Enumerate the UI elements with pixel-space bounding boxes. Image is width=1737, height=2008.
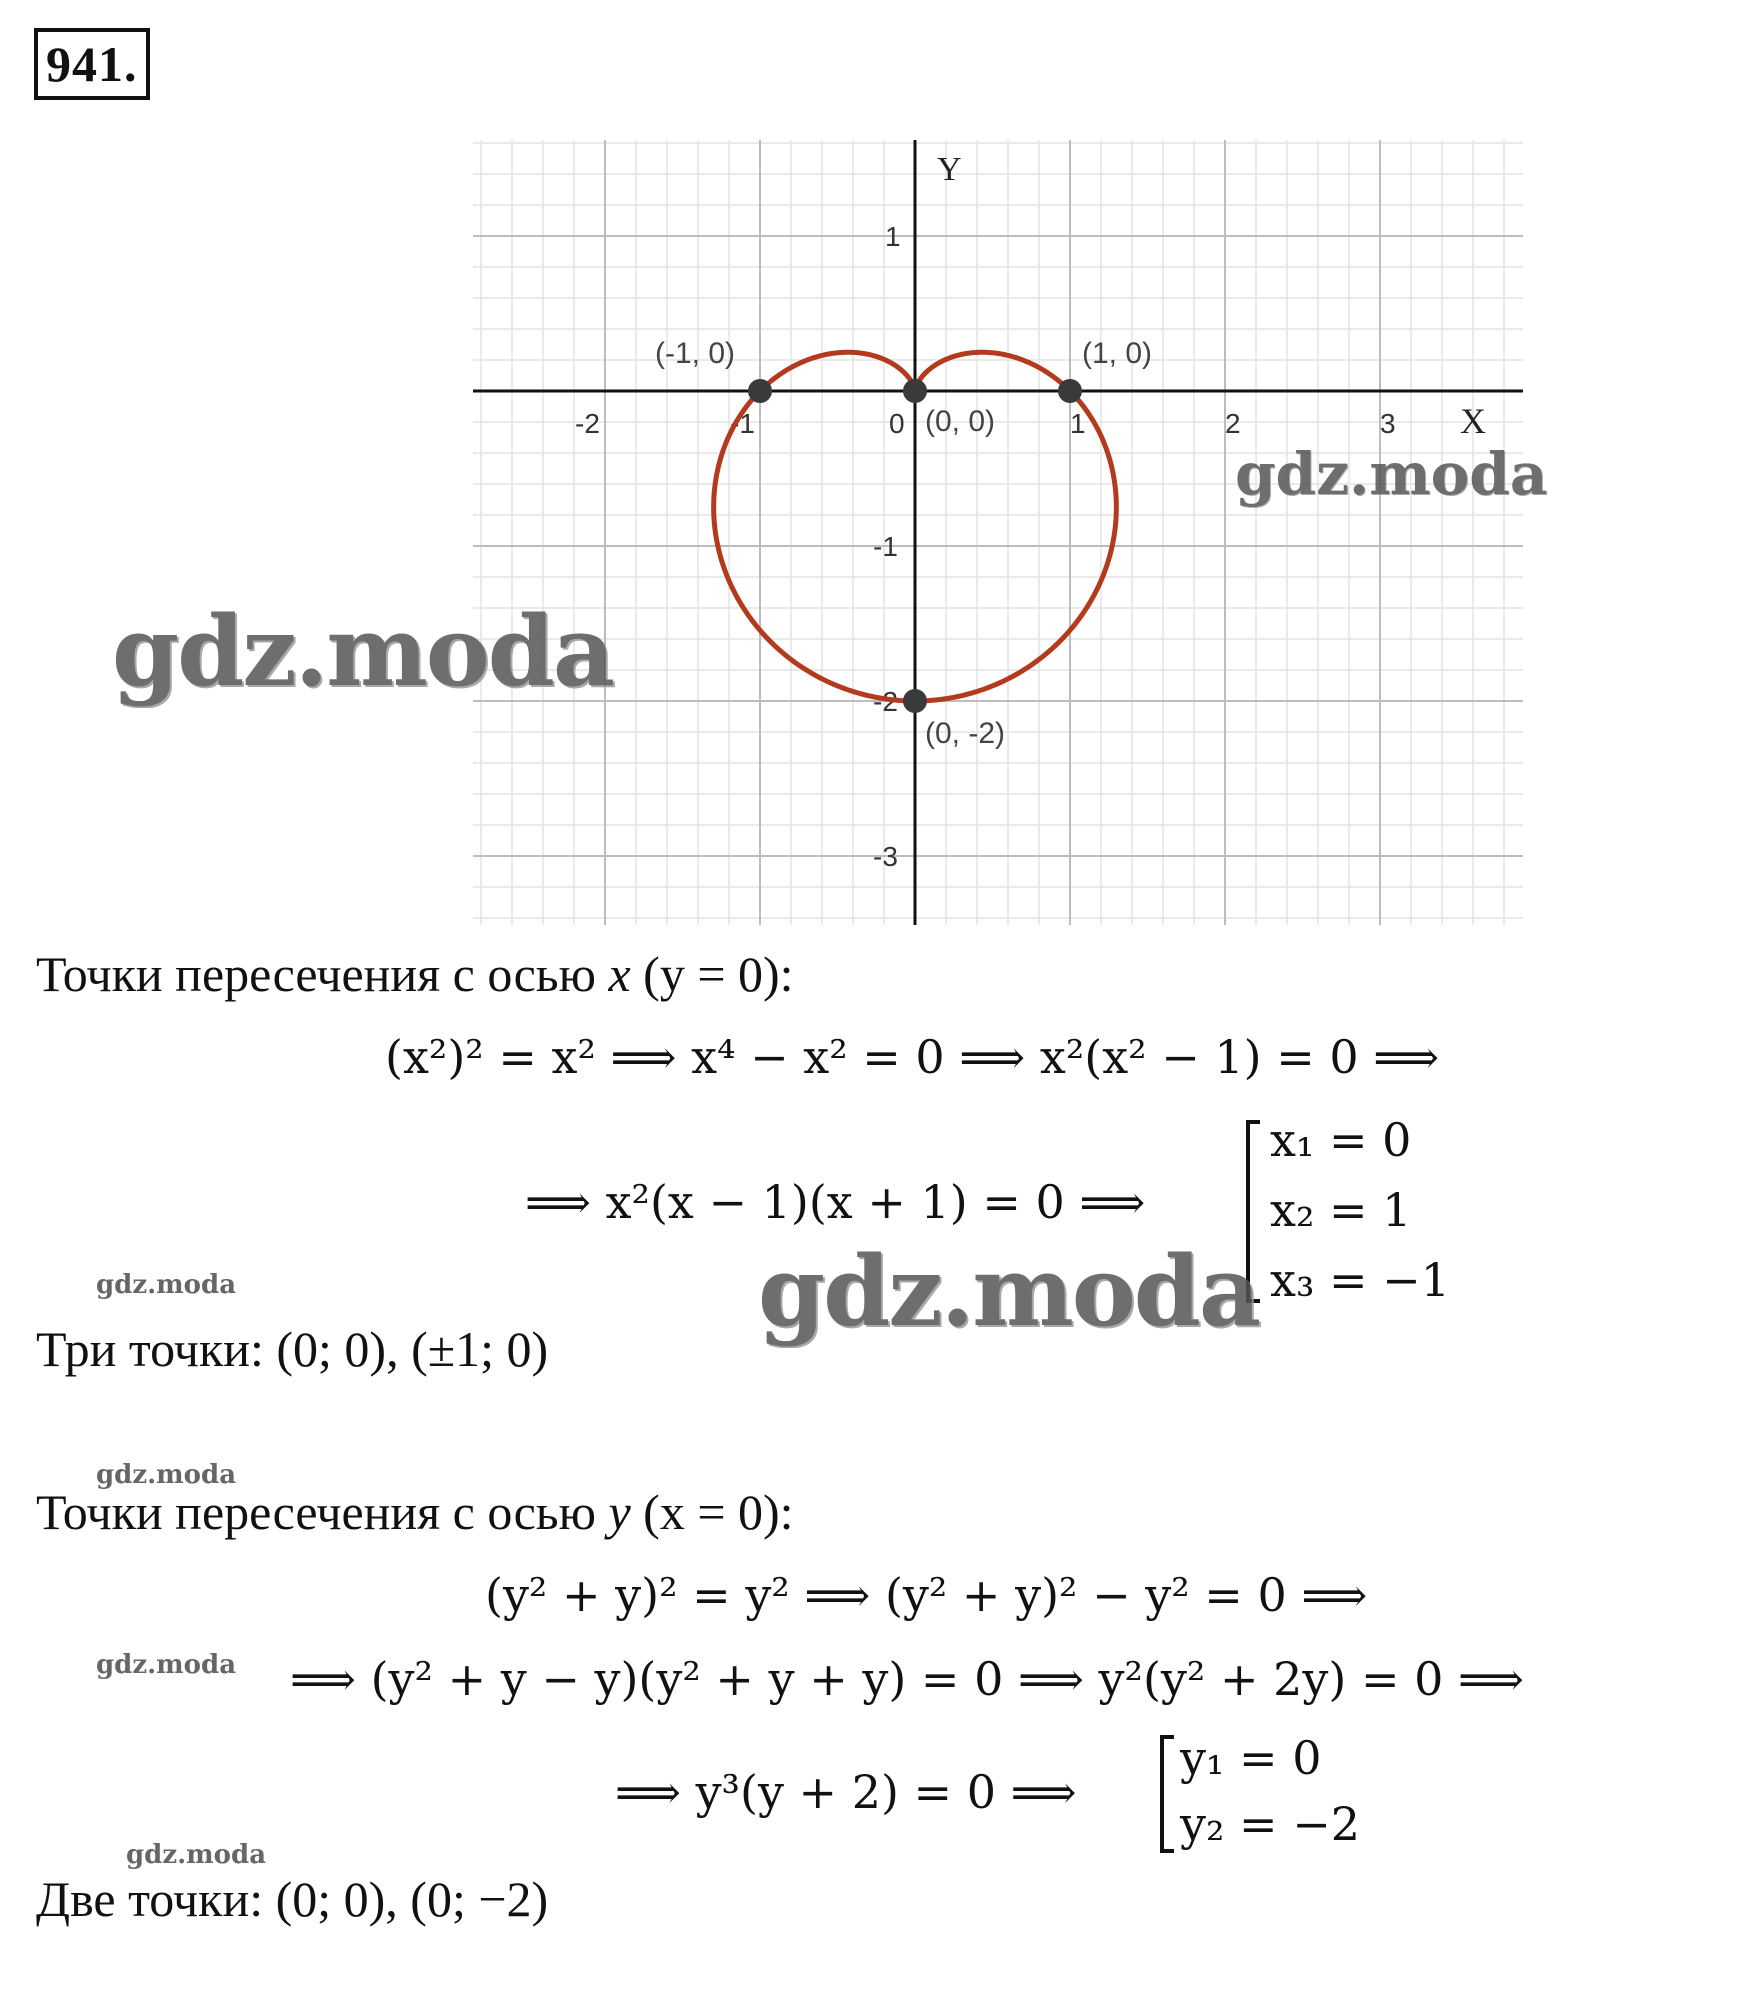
- y-tick-label: -3: [873, 841, 898, 872]
- point-label: (-1, 0): [655, 337, 736, 370]
- watermark: gdz.moda: [96, 1270, 237, 1300]
- heading-x-text: Точки пересечения с осью: [36, 946, 596, 1002]
- heading-y-var: y: [608, 1484, 631, 1540]
- point-label: (0, -2): [925, 717, 1006, 750]
- x-tick-label: 0: [889, 408, 905, 439]
- roots-y: [1180, 1725, 1360, 1857]
- heading-x-axis: [36, 945, 794, 1003]
- root-x1: x₁ = 0: [1270, 1113, 1412, 1167]
- x-tick-label: -1: [730, 408, 755, 439]
- x-tick-label: 2: [1225, 408, 1241, 439]
- x-tick-label: 3: [1380, 408, 1396, 439]
- heading-y-text: Точки пересечения с осью: [36, 1484, 596, 1540]
- heading-y-cond: (x = 0):: [643, 1484, 794, 1540]
- equation-x-2: ⟹ x²(x − 1)(x + 1) = 0 ⟹: [525, 1175, 1146, 1229]
- result-y: Две точки: (0; 0), (0; −2): [36, 1871, 549, 1927]
- watermark: gdz.moda: [1235, 440, 1548, 508]
- root-x2: x₂ = 1: [1270, 1183, 1412, 1237]
- y-axis-label: Y: [937, 151, 962, 188]
- roots-x: [1270, 1105, 1450, 1315]
- major-grid: [473, 140, 1523, 925]
- intersection-point: [748, 379, 772, 403]
- watermark: gdz.moda: [96, 1650, 237, 1680]
- root-y1: y₁ = 0: [1180, 1731, 1322, 1785]
- x-tick-label: 1: [1070, 408, 1086, 439]
- y-tick-label: -2: [873, 686, 898, 717]
- roots-bracket-y: [1160, 1735, 1174, 1853]
- heading-x-cond: (y = 0):: [643, 946, 794, 1002]
- cardioid-graph: [470, 130, 1540, 930]
- point-label: (1, 0): [1082, 337, 1153, 370]
- heading-x-var: x: [608, 946, 631, 1002]
- watermark: gdz.moda: [112, 595, 614, 708]
- result-x: Три точки: (0; 0), (±1; 0): [36, 1321, 549, 1377]
- watermark: gdz.moda: [96, 1460, 237, 1490]
- x-tick-label: -2: [575, 408, 600, 439]
- axes: [473, 140, 1523, 925]
- y-tick-label: -1: [873, 531, 898, 562]
- minor-grid: [473, 140, 1523, 925]
- root-x3: x₃ = −1: [1270, 1253, 1450, 1307]
- watermark: gdz.moda: [758, 1235, 1260, 1348]
- intersection-point: [1058, 379, 1082, 403]
- heading-y-axis: [36, 1483, 794, 1541]
- y-tick-label: 1: [885, 221, 901, 252]
- point-label: (0, 0): [925, 405, 996, 438]
- root-y2: y₂ = −2: [1180, 1797, 1361, 1851]
- watermark: gdz.moda: [126, 1840, 267, 1870]
- equation-y-1: (y² + y)² = y² ⟹ (y² + y)² − y² = 0 ⟹: [485, 1568, 1368, 1622]
- problem-number: 941.: [34, 28, 150, 100]
- intersection-point: [903, 379, 927, 403]
- equation-y-3: ⟹ y³(y + 2) = 0 ⟹: [615, 1765, 1077, 1819]
- x-axis-label: X: [1460, 401, 1486, 441]
- intersection-point: [903, 689, 927, 713]
- equation-x-1: (x²)² = x² ⟹ x⁴ − x² = 0 ⟹ x²(x² − 1) = 0 ⟹: [385, 1030, 1440, 1084]
- equation-y-2: ⟹ (y² + y − y)(y² + y + y) = 0 ⟹ y²(y² + 2y) = 0 ⟹: [290, 1652, 1524, 1706]
